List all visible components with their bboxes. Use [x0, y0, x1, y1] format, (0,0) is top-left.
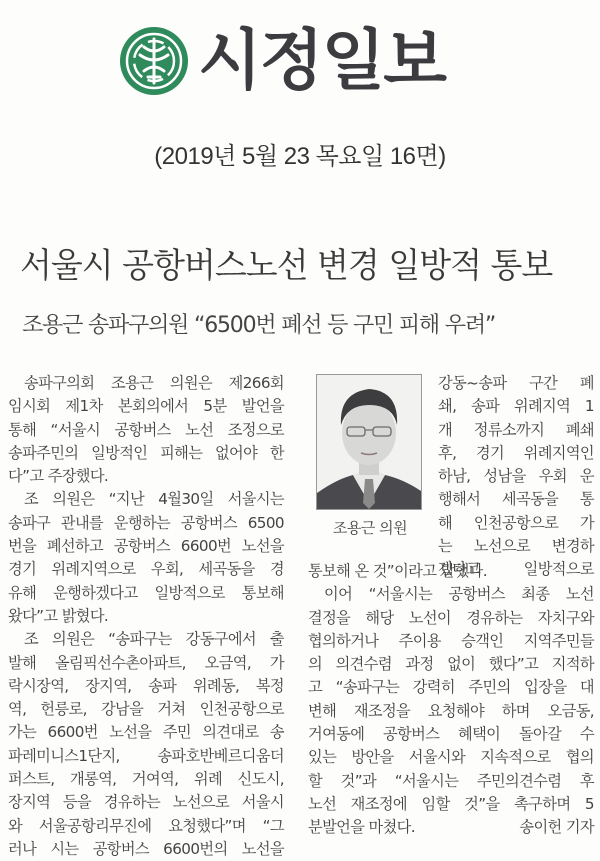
- body-line: 는 노선으로 변경하: [438, 537, 594, 556]
- body-line: 락시장역, 장지역, 송파 위례동, 복정: [8, 676, 284, 695]
- body-line: 송파구의회 조용근 의원은 제266회: [24, 374, 284, 392]
- body-line: 송파구 관내를 운행하는 공항버스 6500: [8, 513, 284, 532]
- body-line: 후, 경기 위례지역인: [438, 443, 594, 462]
- body-line: 의 의견수렴 과정 없이 했다”고 지적하: [308, 655, 594, 674]
- body-line: 있는 방안을 서울시와 지속적으로 협의: [308, 748, 594, 767]
- portrait-image: [317, 375, 421, 509]
- body-line: 거여동에 공항버스 혜택이 돌아갈 수: [308, 725, 594, 744]
- body-line: 하남, 성남을 우회 운: [438, 467, 594, 486]
- article-body-right-top: [438, 372, 594, 582]
- body-line: 통보해 온 것”이라고 말했다.: [308, 562, 487, 580]
- body-line: 할 것”과 “서울시는 주민의견수렴 후: [308, 771, 594, 790]
- body-line: 조 의원은 “송파구는 강동구에서 출: [24, 630, 284, 649]
- article-body-left: [8, 372, 284, 861]
- body-line: 역, 헌릉로, 강남을 거쳐 인천공항으로: [8, 700, 284, 719]
- body-line: 송파주민의 일방적인 피해는 없어야 한: [8, 443, 284, 462]
- body-line: 강동~송파 구간 폐: [438, 374, 594, 392]
- body-line: 행해서 세곡동을 통: [438, 490, 594, 509]
- body-line: 가는 6600번 노선을 주민 의견대로 송: [8, 723, 284, 742]
- closing-row: [308, 816, 594, 839]
- body-line: 결정을 해당 노선이 경유하는 자치구와: [308, 608, 594, 627]
- body-line: 변해 재조정을 요청해야 하며 오금동,: [308, 701, 594, 720]
- councilor-photo: [316, 374, 422, 510]
- body-line: 파레미니스1단지, 송파호반베르디움더: [8, 746, 284, 765]
- article-body-right-bottom: [308, 560, 594, 840]
- body-line: 해 인천공항으로 가: [438, 513, 594, 532]
- subheadline: 조용근 송파구의원 “6500번 폐선 등 구민 피해 우려”: [22, 313, 496, 338]
- body-line: 고 “송파구는 강력히 주민의 입장을 대: [308, 678, 594, 697]
- body-line: 개 정류소까지 폐쇄: [438, 420, 594, 439]
- headline: 서울시 공항버스노선 변경 일방적 통보: [20, 246, 553, 286]
- body-line: 쇄, 송파 위례지역 1: [438, 397, 594, 416]
- paper-name: 시정일보: [198, 22, 446, 99]
- body-line: 임시회 제1차 본회의에서 5분 발언을: [8, 397, 284, 416]
- body-line: 번을 폐선하고 공항버스 6600번 노선을: [8, 537, 284, 556]
- city-emblem-icon: [118, 25, 190, 97]
- body-line: 와 서울공항리무진에 요청했다”며 “그: [8, 816, 284, 835]
- dateline: (2019년 5월 23 목요일 16면): [154, 143, 446, 170]
- body-line: 겠다고 일방적으로: [438, 560, 594, 579]
- body-line: 다”고 주장했다.: [8, 467, 109, 486]
- body-line: 이어 “서울시는 공항버스 최종 노선: [324, 585, 594, 604]
- body-line: 발해 올림픽선수촌아파트, 오금역, 가: [8, 653, 284, 672]
- body-line: 통해 “서울시 공항버스 노선 조정으로: [8, 420, 284, 439]
- body-line: 경기 위례지역으로 우회, 세곡동을 경: [8, 560, 284, 579]
- photo-caption: 조용근 의원: [332, 519, 408, 537]
- body-line: 장지역 등을 경유하는 노선으로 서울시: [8, 793, 284, 812]
- masthead: [118, 22, 445, 100]
- body-line: 유해 운행하겠다고 일방적으로 통보해: [8, 583, 284, 602]
- body-line: 분발언을 마쳤다.: [308, 818, 415, 837]
- body-line: 협의하거나 주이용 승객인 지역주민들: [308, 631, 594, 650]
- byline: 송이헌 기자: [519, 818, 594, 837]
- body-line: 러나 시는 공항버스 6600번의 노선을: [8, 839, 284, 858]
- body-line: 조 의원은 “지난 4월30일 서울시는: [24, 490, 284, 509]
- body-line: 왔다”고 밝혔다.: [8, 606, 109, 625]
- body-line: 퍼스트, 개롱역, 거여역, 위례 신도시,: [8, 770, 284, 789]
- body-line: 노선 재조정에 임할 것”을 촉구하며 5: [308, 794, 594, 813]
